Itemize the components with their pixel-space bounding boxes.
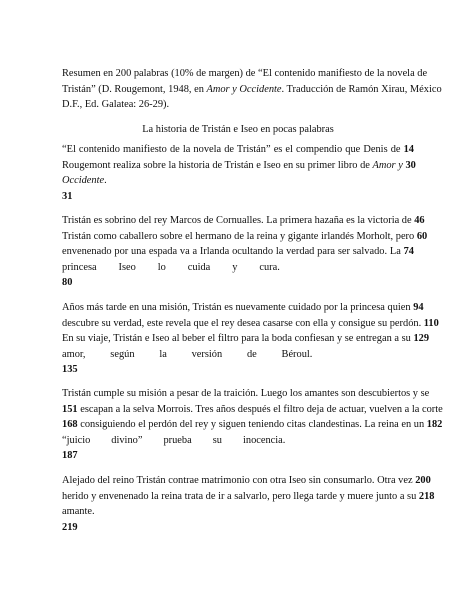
word-count: 94 (413, 302, 424, 313)
book-title: Amor y (372, 159, 403, 171)
word: su (212, 434, 222, 446)
word: “juicio (62, 434, 91, 446)
word: cuida (187, 261, 211, 273)
word-count: 129 (413, 333, 430, 345)
paragraph-2 (62, 213, 428, 291)
text-segment: . (104, 175, 107, 187)
word-count: 187 (62, 450, 78, 462)
text-line (62, 504, 414, 520)
word: princesa (62, 261, 97, 273)
header-line (62, 66, 428, 82)
text-segment: envenenado por una espada va a Irlanda ocultando la verdad para ser salvado. La (62, 246, 401, 258)
word-count: 60 (416, 230, 428, 242)
paragraph-4 (62, 386, 443, 464)
word-count: 46 (414, 215, 425, 226)
text-line (62, 244, 414, 260)
word: amor, (62, 348, 86, 360)
text-line (62, 473, 431, 489)
text-segment: En su viaje, Tristán e Iseo al beber el filtro para la boda confiesan y se entregan a su (62, 333, 411, 345)
header-text: . Traducción de Ramón Xirau, México (281, 83, 442, 95)
text-line (62, 260, 414, 276)
word: divino” (111, 434, 143, 446)
word: lo (157, 261, 166, 273)
word: y (232, 261, 238, 273)
word: Béroul. (281, 348, 313, 360)
text-line (62, 300, 424, 316)
word-count: 80 (62, 277, 73, 289)
word-count: 218 (418, 490, 435, 502)
section-title (62, 122, 414, 138)
header-text: Tristán” (D. Rougemont, 1948, en (62, 83, 207, 95)
text-segment: Tristán es sobrino del rey Marcos de Cornualles. La primera hazaña es la victoria de (62, 215, 412, 226)
text-line (62, 347, 414, 363)
text-line (62, 386, 430, 402)
text-line (62, 417, 443, 433)
text-line (62, 229, 428, 245)
word-count: 168 (62, 419, 78, 431)
text-segment: descubre su verdad, este revela que el rey desea casarse con ella y consigue su perdón. (62, 317, 422, 329)
word-count: 110 (423, 317, 439, 329)
word-count: 31 (62, 190, 73, 202)
paragraph-5 (62, 473, 435, 535)
word-count: 14 (403, 144, 414, 155)
text-line (62, 158, 414, 174)
text-segment: Tristán cumple su misión a pesar de la traición. Luego los amantes son descubiertos y se (62, 388, 430, 399)
header-text: D.F., Ed. Galatea: 26-29). (62, 99, 170, 111)
text-segment: consiguiendo el perdón del rey y siguen teniendo citas clandestinas. La reina en un (80, 419, 425, 431)
text-segment: escapan a la selva Morrois. Tres años después el filtro deja de actuar, vuelven a la corte (80, 403, 443, 415)
text-line (62, 316, 439, 332)
word: cura. (259, 261, 280, 273)
text-line (62, 173, 414, 189)
text-line (62, 213, 425, 229)
text-line (62, 489, 435, 505)
section-title-text: La historia de Tristán e Iseo en pocas palabras (142, 124, 334, 135)
word-count: 135 (62, 364, 78, 376)
header-line (62, 97, 414, 113)
word-count: 219 (62, 521, 78, 533)
word-count: 74 (403, 246, 414, 258)
text-segment: Rougemont realiza sobre la historia de Tristán e Iseo en su primer libro de (62, 159, 370, 171)
word: Iseo (118, 261, 136, 273)
text-line (62, 142, 414, 158)
word-count: 30 (405, 159, 416, 171)
header-text: Resumen en 200 palabras (10% de margen) de “El contenido manifiesto de la novela de (62, 68, 428, 79)
book-title: Amor y Occidente (206, 83, 282, 95)
book-title: Occidente (62, 175, 105, 187)
word: prueba (163, 434, 192, 446)
word: la (159, 348, 167, 360)
text-line (62, 402, 443, 418)
text-segment: “El contenido manifiesto de la novela de Tristán” es el compendio que Denis de (62, 144, 401, 155)
word-count: 182 (426, 419, 443, 431)
paragraph-3 (62, 300, 439, 378)
text-segment: herido y envenenado la reina trata de ir a salvarlo, pero llega tarde y muere junto a su (62, 490, 417, 502)
word: versión (191, 348, 223, 360)
word-count: 151 (62, 403, 78, 415)
word-count: 200 (415, 475, 431, 486)
header-line (62, 82, 442, 98)
reference-header (62, 66, 442, 113)
word: según (110, 348, 135, 360)
text-line (62, 331, 430, 347)
text-segment: Alejado del reino Tristán contrae matrimonio con otra Iseo sin consumarlo. Otra vez (62, 475, 413, 486)
text-segment: amante. (62, 506, 95, 518)
text-segment: Tristán como caballero sobre el hermano de la reina y gigante irlandés Morholt, pero (62, 230, 415, 242)
word: inocencia. (242, 434, 286, 446)
text-line (62, 433, 414, 449)
paragraph-1 (62, 142, 414, 204)
text-segment: Años más tarde en una misión, Tristán es nuevamente cuidado por la princesa quien (62, 302, 411, 313)
word: de (246, 348, 257, 360)
